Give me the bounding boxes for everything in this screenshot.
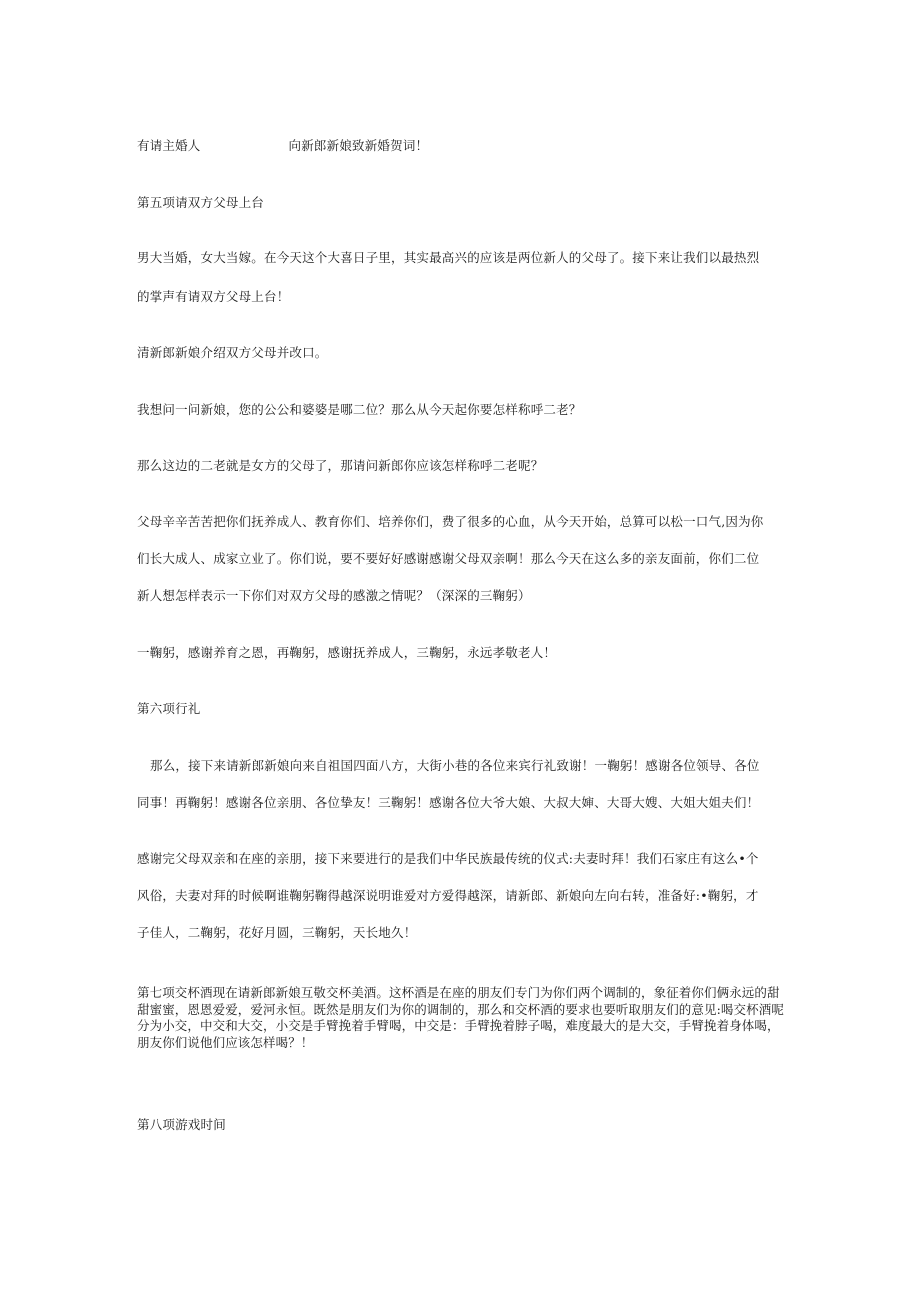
section-six-heading: 第六项行礼 (137, 701, 201, 716)
paragraph-parents-line-1: 男大当婚，女大当嫁。在今天这个大喜日子里，其实最高兴的应该是两位新人的父母了。接下来让我们以最热烈 (137, 250, 760, 265)
paragraph-toast-cup: 第七项交杯酒现在请新郎新娘互敬交杯美酒。这杯酒是在座的朋友们专门为你们两个调制的，象征着你们俩永远的甜甜蜜蜜，恩恩爱爱，爱河永恒。既然是朋友们为你的调制的，那么和交杯酒的要求也要听取朋友们的意见:喝交杯酒呢分为小交，中交和大交，小交是手臂挽着手臂喝，中交是：手臂挽着脖子喝，难度最大的是大交，手臂挽着身体喝，朋友你们说他们应该怎样喝？！ (137, 985, 784, 1050)
paragraph-ask-groom: 那么这边的二老就是女方的父母了，那请问新郎你应该怎样称呼二老呢？ (137, 458, 544, 473)
paragraph-thank-guests-line-1 (137, 758, 787, 774)
invite-officiant-line (137, 138, 787, 154)
paragraph-thank-guests-line-2: 同事！再鞠躬！感谢各位亲朋、各位挚友！三鞠躬！感谢各位大爷大娘、大叔大婶、大哥大嫂、大姐大姐夫们！ (137, 795, 760, 810)
paragraph-introduce-parents: 清新郎新娘介绍双方父母并改口。 (137, 345, 328, 360)
paragraph-couple-bow-line-3: 子佳人，二鞠躬，花好月圆，三鞠躬，天长地久！ (137, 925, 417, 940)
paragraph-ask-bride: 我想问一问新娘，您的公公和婆婆是哪二位？那么从今天起你要怎样称呼二老？ (137, 402, 582, 417)
paragraph-parents-line-2: 的掌声有请双方父母上台！ (137, 289, 290, 304)
paragraph-gratitude-line-2: 们长大成人、成家立业了。你们说，要不要好好感谢感谢父母双亲啊！那么今天在这么多的亲友面前，你们二位 (137, 551, 760, 566)
section-eight-heading: 第八项游戏时间 (137, 1117, 226, 1132)
paragraph-couple-bow-line-2: 风俗，夫妻对拜的时候啊谁鞠躬鞠得越深说明谁爱对方爱得越深，请新郎、新娘向左向右转，准备好:•鞠躬，才 (137, 888, 759, 903)
invite-officiant-text: 有请主婚人 (137, 138, 201, 153)
paragraph-gratitude-line-1: 父母辛辛苦苦把你们抚养成人、教育你们、培养你们，费了很多的心血，从今天开始，总算可以松一口气,因为你 (137, 514, 764, 529)
paragraph-couple-bow-line-1: 感谢完父母双亲和在座的亲朋，接下来要进行的是我们中华民族最传统的仪式:夫妻时拜！我们石家庄有这么•个 (137, 851, 759, 866)
paragraph-three-bows: 一鞠躬，感谢养育之恩，再鞠躬，感谢抚养成人，三鞠躬，永远孝敬老人！ (137, 645, 557, 660)
section-five-heading: 第五项请双方父母上台 (137, 195, 265, 210)
paragraph-thank-guests-line-1-text: 那么，接下来请新郎新娘向来自祖国四面八方，大街小巷的各位来宾行礼致谢！一鞠躬！感谢各位领导、各位 (150, 758, 760, 773)
paragraph-gratitude-line-3: 新人想怎样表示一下你们对双方父母的感激之情呢？（深深的三鞠躬） (137, 588, 531, 603)
wedding-speech-text: 向新郎新娘致新婚贺词！ (288, 138, 429, 153)
